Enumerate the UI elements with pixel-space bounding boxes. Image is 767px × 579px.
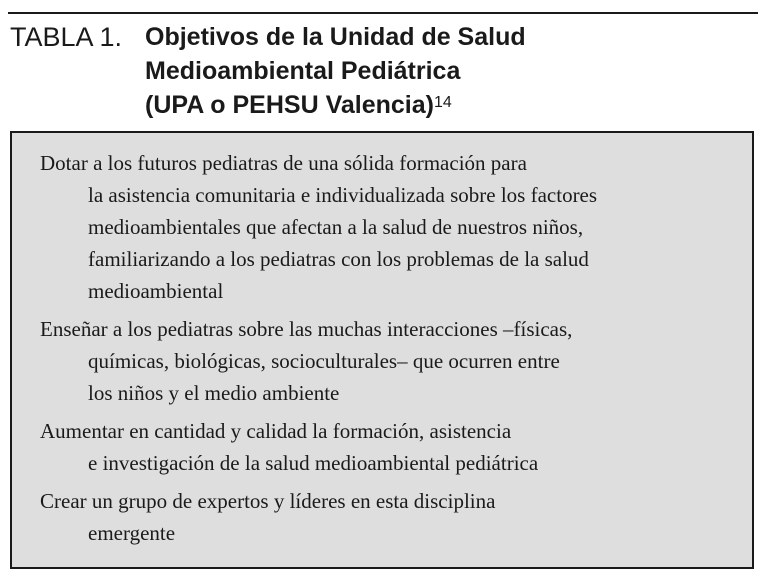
reference-superscript: 14 [433,94,452,111]
table-title-text: (UPA o PEHSU Valencia) [145,91,434,119]
objective-line: medioambientales que afectan a la salud de nuestros niños, [88,215,584,239]
top-rule [8,12,758,14]
objectives-list [40,147,740,555]
table-title-line: Objetivos de la Unidad de Salud [145,23,526,51]
objective-line: Crear un grupo de expertos y líderes en esta disciplina [40,489,496,513]
objective-line: emergente [88,521,176,545]
objective-line: medioambiental [88,279,224,303]
objective-line: familiarizando a los pediatras con los problemas de la salud [88,247,589,271]
table-title [145,20,745,122]
objectives-box [10,131,754,569]
objective-item [40,485,740,549]
objective-line: químicas, biológicas, socioculturales– que ocurren entre [88,349,560,373]
table-title-line: Medioambiental Pediátrica [145,57,461,85]
objective-line: los niños y el medio ambiente [88,381,340,405]
objective-line: la asistencia comunitaria e individualizada sobre los factores [88,183,598,207]
table-title-line [145,88,745,122]
objective-item [40,415,740,479]
objective-line: Aumentar en cantidad y calidad la formación, asistencia [40,419,512,443]
objective-item [40,147,740,307]
objective-item [40,313,740,409]
objective-line: e investigación de la salud medioambiental pediátrica [88,451,539,475]
objective-line: Enseñar a los pediatras sobre las muchas interacciones –físicas, [40,317,573,341]
objective-line: Dotar a los futuros pediatras de una sólida formación para [40,151,527,175]
table-label: TABLA 1. [10,22,123,52]
